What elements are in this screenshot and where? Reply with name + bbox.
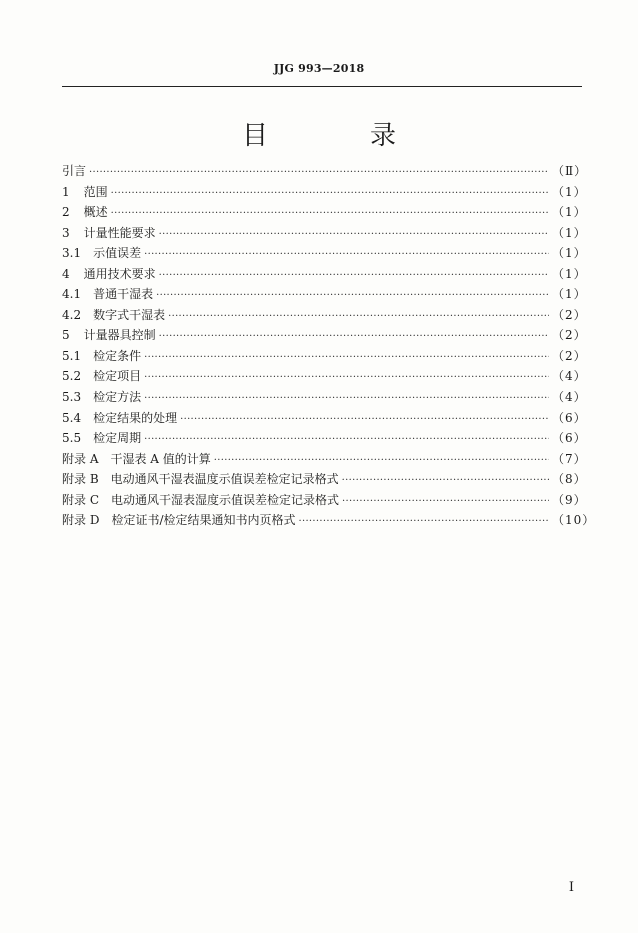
toc-leader [111, 188, 549, 199]
toc-label: 普通干湿表 [93, 287, 154, 302]
toc-label: 范围 [83, 184, 108, 199]
toc-page: （1） [552, 287, 587, 302]
toc-label: 通用技术要求 [83, 266, 156, 281]
toc-entry-5-3[interactable] [62, 388, 587, 409]
table-of-contents [62, 162, 596, 532]
toc-label: 检定周期 [93, 431, 142, 446]
toc-leader [342, 475, 549, 486]
toc-number: 5.3 [62, 390, 82, 405]
toc-page: （8） [552, 472, 587, 487]
toc-entry-2[interactable] [62, 203, 587, 224]
toc-entry-appendix-d[interactable] [62, 511, 596, 532]
toc-number: 附录 B [62, 472, 99, 487]
toc-page: （2） [552, 328, 587, 343]
toc-label: 电动通风干湿表湿度示值误差检定记录格式 [111, 492, 340, 507]
toc-number: 附录 A [62, 451, 99, 466]
toc-page: （2） [552, 307, 587, 322]
toc-number: 1 [62, 184, 70, 199]
toc-number: 5.2 [62, 369, 82, 384]
toc-entry-4[interactable] [62, 265, 587, 286]
toc-label: 示值误差 [93, 246, 142, 261]
toc-page: （1） [552, 246, 587, 261]
toc-leader [180, 414, 549, 425]
toc-page: （6） [552, 431, 587, 446]
toc-page: （1） [552, 205, 587, 220]
toc-page: （1） [552, 225, 587, 240]
toc-number: 3.1 [62, 246, 82, 261]
toc-label: 计量器具控制 [83, 328, 156, 343]
toc-label: 引言 [62, 164, 87, 178]
toc-number: 4.2 [62, 307, 82, 322]
toc-entry-appendix-c[interactable] [62, 491, 587, 512]
toc-page: （9） [552, 492, 587, 507]
toc-page: （Ⅱ） [552, 164, 588, 178]
toc-leader [168, 311, 549, 322]
toc-number: 4.1 [62, 287, 82, 302]
toc-number: 5.1 [62, 348, 82, 363]
toc-label: 干湿表 A 值的计算 [110, 451, 211, 466]
toc-leader [159, 229, 549, 240]
toc-page: （6） [552, 410, 587, 425]
toc-entry-5[interactable] [62, 326, 587, 347]
toc-label: 电动通风干湿表温度示值误差检定记录格式 [110, 472, 339, 487]
toc-page: （1） [552, 266, 587, 281]
toc-entry-1[interactable] [62, 183, 587, 204]
toc-leader [342, 496, 549, 507]
toc-label: 计量性能要求 [83, 225, 156, 240]
toc-leader [144, 352, 549, 363]
header-rule [62, 86, 582, 87]
toc-number: 5.4 [62, 410, 82, 425]
toc-number: 3 [62, 225, 70, 240]
toc-page: （2） [552, 348, 587, 363]
page-title: 目 录 [241, 121, 434, 151]
toc-number: 附录 C [62, 492, 99, 507]
toc-entry-4-1[interactable] [62, 285, 587, 306]
toc-entry-5-4[interactable] [62, 409, 587, 430]
toc-label: 检定条件 [93, 348, 142, 363]
toc-label: 检定项目 [93, 369, 142, 384]
toc-leader [144, 393, 549, 404]
toc-entry-5-1[interactable] [62, 347, 587, 368]
toc-leader [298, 516, 549, 527]
toc-number: 2 [62, 205, 70, 220]
toc-label: 数字式干湿表 [93, 307, 166, 322]
toc-entry-5-5[interactable] [62, 429, 587, 450]
toc-page: （4） [552, 369, 587, 384]
toc-label: 检定结果的处理 [93, 410, 178, 425]
toc-leader [89, 167, 549, 178]
toc-leader [159, 270, 549, 281]
toc-entry-3[interactable] [62, 224, 587, 245]
toc-leader [214, 455, 549, 466]
toc-leader [144, 249, 549, 260]
toc-number: 5.5 [62, 431, 82, 446]
running-header: JJG 993—2018 [273, 62, 365, 75]
toc-entry-appendix-a[interactable] [62, 450, 587, 471]
toc-number: 附录 D [62, 513, 100, 528]
toc-page: （4） [552, 390, 587, 405]
toc-page: （10） [552, 513, 596, 528]
toc-entry-appendix-b[interactable] [62, 470, 587, 491]
toc-leader [159, 331, 549, 342]
toc-label: 概述 [83, 205, 108, 220]
toc-label: 检定证书/检定结果通知书内页格式 [111, 513, 296, 528]
toc-number: 4 [62, 266, 70, 281]
toc-label: 检定方法 [93, 390, 142, 405]
toc-entry-4-2[interactable] [62, 306, 587, 327]
toc-entry-3-1[interactable] [62, 244, 587, 265]
toc-leader [144, 434, 549, 445]
toc-leader [156, 290, 549, 301]
page-number: Ⅰ [568, 880, 574, 895]
toc-entry-intro[interactable] [62, 162, 588, 183]
toc-number: 5 [62, 328, 70, 343]
toc-entry-5-2[interactable] [62, 367, 587, 388]
toc-page: （7） [552, 451, 587, 466]
toc-page: （1） [552, 184, 587, 199]
toc-leader [144, 372, 549, 383]
toc-leader [111, 208, 549, 219]
